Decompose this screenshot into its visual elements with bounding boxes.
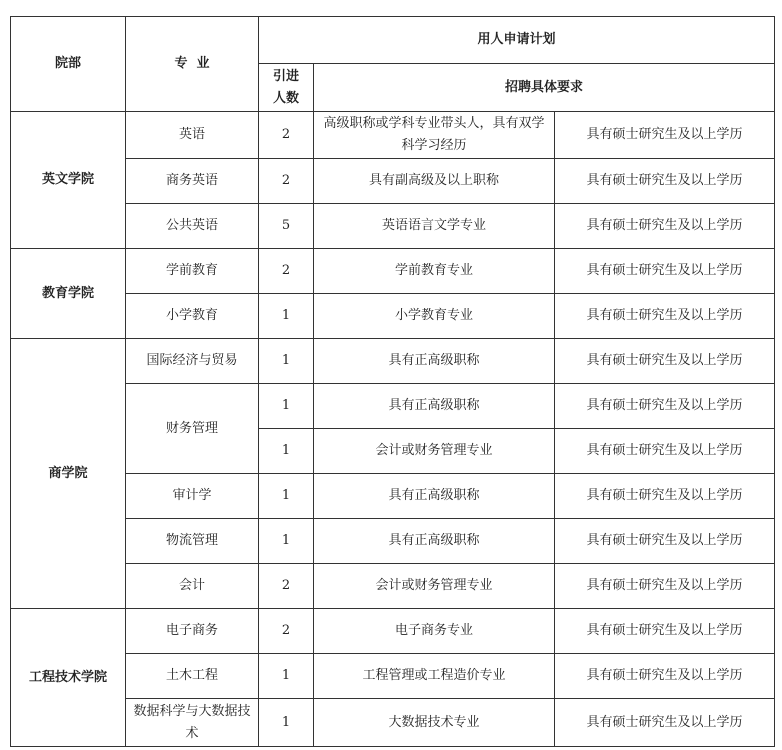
education-cell: 具有硕士研究生及以上学历 [555,204,775,249]
education-cell: 具有硕士研究生及以上学历 [555,294,775,339]
education-cell: 具有硕士研究生及以上学历 [555,654,775,699]
header-count-line2: 人数 [272,90,299,106]
requirement-cell: 小学教育专业 [314,294,555,339]
requirement-cell: 工程管理或工程造价专业 [314,654,555,699]
dept-cell: 教育学院 [11,249,126,339]
count-cell: 1 [259,699,314,747]
count-cell: 1 [259,294,314,339]
education-cell: 具有硕士研究生及以上学历 [555,564,775,609]
education-cell: 具有硕士研究生及以上学历 [555,339,775,384]
requirement-cell: 具有副高级及以上职称 [314,159,555,204]
education-cell: 具有硕士研究生及以上学历 [555,249,775,294]
major-cell: 审计学 [126,474,259,519]
requirement-cell: 具有正高级职称 [314,339,555,384]
requirement-cell: 英语语言文学专业 [314,204,555,249]
header-major: 专 业 [126,17,259,112]
education-cell: 具有硕士研究生及以上学历 [555,384,775,429]
education-cell: 具有硕士研究生及以上学历 [555,609,775,654]
header-dept: 院部 [11,17,126,112]
education-cell: 具有硕士研究生及以上学历 [555,429,775,474]
requirement-cell: 高级职称或学科专业带头人，具有双学科学习经历 [314,112,555,159]
major-cell: 电子商务 [126,609,259,654]
requirement-cell: 大数据技术专业 [314,699,555,747]
count-cell: 1 [259,474,314,519]
count-cell: 2 [259,609,314,654]
count-cell: 1 [259,654,314,699]
major-cell: 公共英语 [126,204,259,249]
count-cell: 1 [259,339,314,384]
requirement-cell: 具有正高级职称 [314,474,555,519]
requirement-cell: 会计或财务管理专业 [314,564,555,609]
major-cell: 会计 [126,564,259,609]
major-cell: 物流管理 [126,519,259,564]
major-cell: 英语 [126,112,259,159]
requirement-cell: 具有正高级职称 [314,384,555,429]
count-cell: 2 [259,159,314,204]
education-cell: 具有硕士研究生及以上学历 [555,699,775,747]
dept-cell: 商学院 [11,339,126,609]
requirement-cell: 具有正高级职称 [314,519,555,564]
major-cell: 小学教育 [126,294,259,339]
major-cell: 国际经济与贸易 [126,339,259,384]
requirement-cell: 学前教育专业 [314,249,555,294]
dept-cell: 工程技术学院 [11,609,126,747]
count-cell: 1 [259,519,314,564]
requirement-cell: 会计或财务管理专业 [314,429,555,474]
count-cell: 2 [259,112,314,159]
education-cell: 具有硕士研究生及以上学历 [555,159,775,204]
major-cell: 数据科学与大数据技术 [126,699,259,747]
education-cell: 具有硕士研究生及以上学历 [555,112,775,159]
count-cell: 1 [259,429,314,474]
education-cell: 具有硕士研究生及以上学历 [555,519,775,564]
major-cell: 商务英语 [126,159,259,204]
major-cell: 土木工程 [126,654,259,699]
count-cell: 1 [259,384,314,429]
count-cell: 2 [259,564,314,609]
count-cell: 2 [259,249,314,294]
major-cell: 财务管理 [126,384,259,474]
header-requirements: 招聘具体要求 [314,64,775,112]
header-count-line1: 引进 [272,68,299,84]
recruitment-plan-table [10,16,775,747]
header-plan: 用人申请计划 [259,17,775,64]
requirement-cell: 电子商务专业 [314,609,555,654]
count-cell: 5 [259,204,314,249]
education-cell: 具有硕士研究生及以上学历 [555,474,775,519]
header-count [259,64,314,112]
dept-cell: 英文学院 [11,112,126,249]
major-cell: 学前教育 [126,249,259,294]
